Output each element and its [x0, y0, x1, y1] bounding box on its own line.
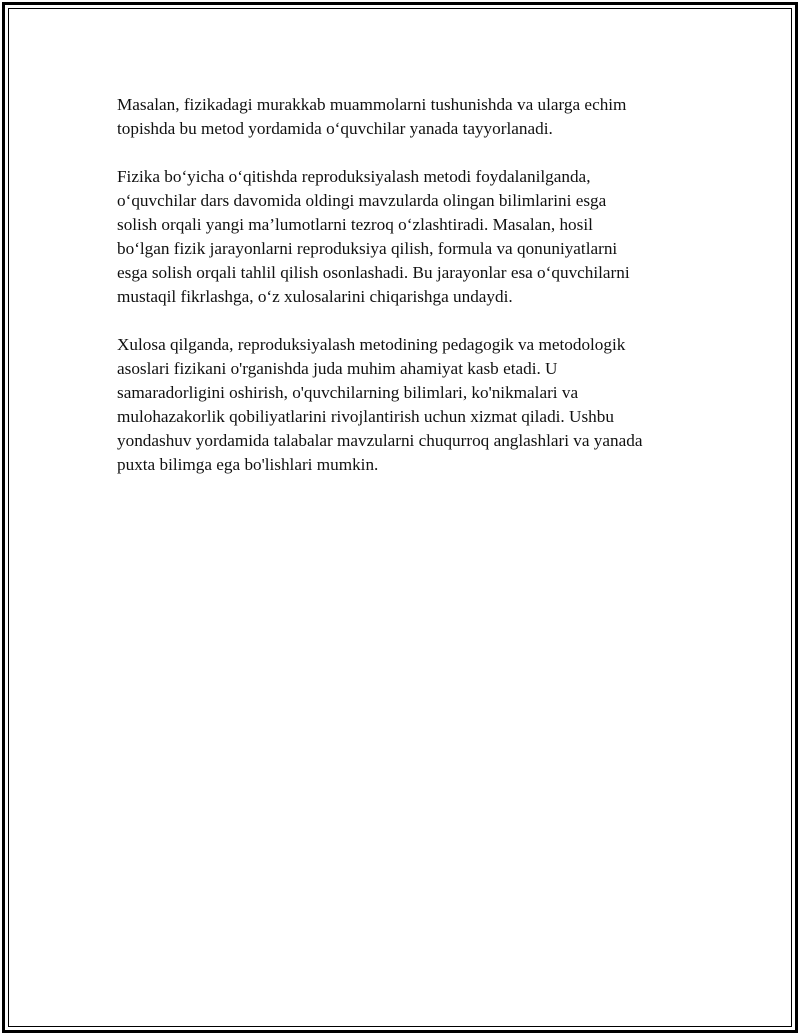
text-line: bo‘lgan fizik jarayonlarni reproduksiya qilish, formula va qonuniyatlarni [117, 239, 618, 258]
paragraph-3 [117, 333, 697, 477]
text-line: Xulosa qilganda, reproduksiyalash metodining pedagogik va metodologik [117, 335, 626, 354]
text-line: Fizika bo‘yicha o‘qitishda reproduksiyalash metodi foydalanilganda, [117, 167, 591, 186]
paragraph-1 [117, 93, 697, 141]
document-body [117, 93, 697, 501]
text-line: puxta bilimga ega bo'lishlari mumkin. [117, 455, 379, 474]
text-line: mulohazakorlik qobiliyatlarini rivojlantirish uchun xizmat qiladi. Ushbu [117, 407, 614, 426]
text-line: yondashuv yordamida talabalar mavzularni chuqurroq anglashlari va yanada [117, 431, 643, 450]
text-line: o‘quvchilar dars davomida oldingi mavzularda olingan bilimlarini esga [117, 191, 607, 210]
text-line: esga solish orqali tahlil qilish osonlashadi. Bu jarayonlar esa o‘quvchilarni [117, 263, 630, 282]
text-line: asoslari fizikani o'rganishda juda muhim ahamiyat kasb etadi. U [117, 359, 558, 378]
text-line: Masalan, fizikadagi murakkab muammolarni tushunishda va ularga echim [117, 95, 627, 114]
text-line: topishda bu metod yordamida o‘quvchilar yanada tayyorlanadi. [117, 119, 553, 138]
text-line: solish orqali yangi ma’lumotlarni tezroq o‘zlashtiradi. Masalan, hosil [117, 215, 593, 234]
paragraph-2 [117, 165, 697, 309]
text-line: mustaqil fikrlashga, o‘z xulosalarini chiqarishga undaydi. [117, 287, 513, 306]
text-line: samaradorligini oshirish, o'quvchilarning bilimlari, ko'nikmalari va [117, 383, 579, 402]
